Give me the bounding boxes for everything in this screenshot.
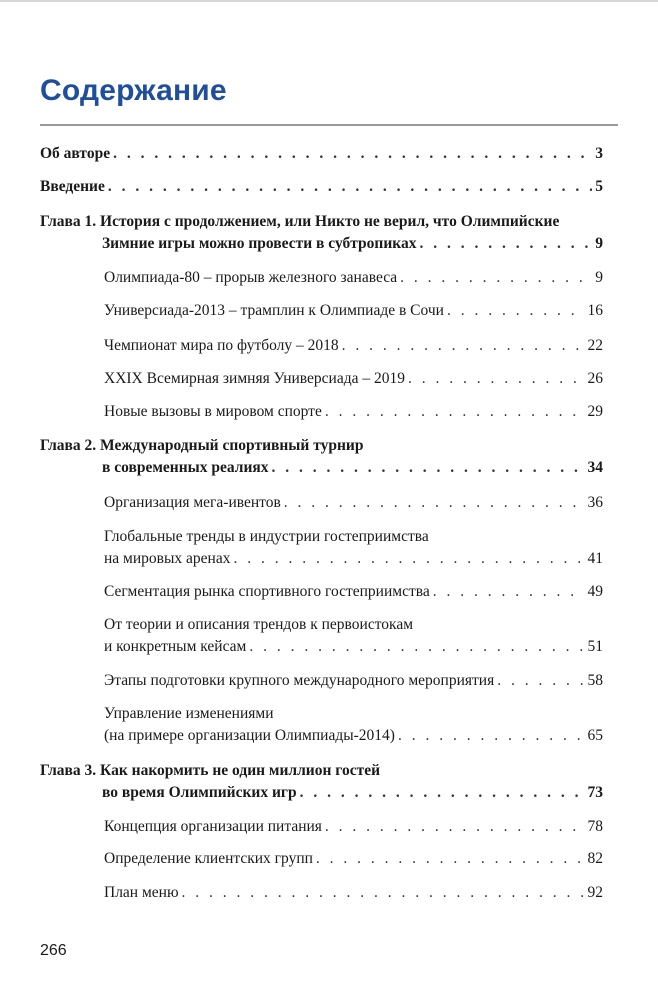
toc-section-title: Универсиада-2013 – трамплин к Олимпиаде в Сочи bbox=[104, 302, 444, 319]
chapter-title-line: Глава 3. Как накормить не один миллион гостей bbox=[40, 762, 381, 779]
toc-page-number: 51 bbox=[587, 638, 603, 655]
toc-section-title: Чемпионат мира по футболу – 2018 bbox=[104, 337, 339, 354]
toc-section-title: и конкретным кейсам bbox=[104, 638, 247, 655]
toc-page-number: 5 bbox=[595, 178, 603, 195]
toc-section-title: Сегментация рынка спортивного гостеприимства bbox=[104, 583, 430, 600]
toc-section[interactable] bbox=[104, 614, 603, 658]
dot-leader bbox=[249, 636, 584, 658]
dot-leader bbox=[300, 782, 585, 804]
dot-leader bbox=[233, 548, 584, 570]
toc-section[interactable] bbox=[104, 703, 603, 747]
page-number: 266 bbox=[40, 942, 67, 959]
toc-section-title: на мировых аренах bbox=[104, 550, 231, 567]
toc-page-number: 16 bbox=[587, 302, 603, 319]
toc-section[interactable] bbox=[104, 492, 603, 514]
toc-section-title-line: Управление изменениями bbox=[104, 705, 274, 722]
toc-section-title: Определение клиентских групп bbox=[104, 850, 313, 867]
toc-page-number: 92 bbox=[587, 884, 603, 901]
dot-leader bbox=[419, 233, 592, 255]
toc-entry-introduction[interactable] bbox=[40, 176, 603, 198]
toc-page-number: 49 bbox=[587, 583, 603, 600]
toc-section-title: XXIX Всемирная зимняя Универсиада – 2019 bbox=[104, 370, 405, 387]
toc-section-title: План меню bbox=[104, 884, 179, 901]
toc-page-number: 82 bbox=[587, 850, 603, 867]
toc-section[interactable] bbox=[104, 882, 603, 904]
toc-page-number: 26 bbox=[587, 370, 603, 387]
dot-leader bbox=[408, 368, 585, 390]
toc-section[interactable] bbox=[104, 526, 603, 570]
toc-section[interactable] bbox=[104, 368, 603, 390]
top-border bbox=[0, 0, 658, 2]
dot-leader bbox=[316, 848, 585, 870]
toc-section[interactable] bbox=[104, 401, 603, 423]
toc-section-title: Этапы подготовки крупного международного мероприятия bbox=[104, 672, 495, 689]
toc-page-number: 65 bbox=[587, 727, 603, 744]
dot-leader bbox=[497, 670, 584, 692]
toc-section-title-line: Глобальные тренды в индустрии гостеприимства bbox=[104, 528, 429, 545]
toc-chapter-1[interactable] bbox=[40, 211, 603, 255]
toc-page-number: 78 bbox=[587, 818, 603, 835]
toc-section-title-line: От теории и описания трендов к первоистокам bbox=[104, 616, 414, 633]
toc-page-number: 22 bbox=[587, 337, 603, 354]
toc-page-number: 34 bbox=[587, 459, 603, 476]
toc-page-number: 29 bbox=[587, 403, 603, 420]
dot-leader bbox=[325, 401, 585, 423]
dot-leader bbox=[400, 267, 592, 289]
chapter-title-line: Глава 2. Международный спортивный турнир bbox=[40, 437, 364, 454]
chapter-title-line: Зимние игры можно провести в субтропиках bbox=[102, 235, 417, 252]
dot-leader bbox=[284, 492, 585, 514]
dot-leader bbox=[108, 176, 592, 198]
toc-section-title: Концепция организации питания bbox=[104, 818, 322, 835]
page-title: Содержание bbox=[40, 74, 227, 107]
toc-section-title: Новые вызовы в мировом спорте bbox=[104, 403, 322, 420]
toc-section[interactable] bbox=[104, 581, 603, 603]
toc-page-number: 36 bbox=[587, 494, 603, 511]
dot-leader bbox=[113, 143, 592, 165]
toc-section-title: (на примере организации Олимпиады-2014) bbox=[104, 727, 395, 744]
chapter-title-line: во время Олимпийских игр bbox=[102, 784, 297, 801]
toc-section[interactable] bbox=[104, 300, 603, 322]
toc-section-title: Олимпиада-80 – прорыв железного занавеса bbox=[104, 269, 398, 286]
title-divider bbox=[40, 124, 618, 126]
toc-page-number: 3 bbox=[595, 145, 603, 162]
dot-leader bbox=[182, 882, 585, 904]
toc-section[interactable] bbox=[104, 816, 603, 838]
toc-section[interactable] bbox=[104, 848, 603, 870]
toc-chapter-2[interactable] bbox=[40, 435, 603, 479]
toc-page-number: 41 bbox=[587, 550, 603, 567]
dot-leader bbox=[447, 300, 585, 322]
chapter-title-line: в современных реалиях bbox=[102, 459, 269, 476]
toc-section[interactable] bbox=[104, 335, 603, 357]
toc-chapter-3[interactable] bbox=[40, 760, 603, 804]
toc-section-title: Организация мега-ивентов bbox=[104, 494, 281, 511]
toc-entry-about-author[interactable] bbox=[40, 143, 603, 165]
toc-page-number: 58 bbox=[587, 672, 603, 689]
toc-entry-title: Введение bbox=[40, 178, 105, 195]
toc-entry-title: Об авторе bbox=[40, 145, 111, 162]
dot-leader bbox=[342, 335, 585, 357]
toc-section[interactable] bbox=[104, 670, 603, 692]
toc-section[interactable] bbox=[104, 267, 603, 289]
chapter-title-line: Глава 1. История с продолжением, или Никто не верил, что Олимпийские bbox=[40, 213, 560, 230]
dot-leader bbox=[272, 457, 585, 479]
toc-page-number: 73 bbox=[587, 784, 603, 801]
dot-leader bbox=[433, 581, 585, 603]
toc-page-number: 9 bbox=[595, 235, 603, 252]
dot-leader bbox=[398, 725, 585, 747]
toc-page-number: 9 bbox=[595, 269, 603, 286]
dot-leader bbox=[325, 816, 585, 838]
